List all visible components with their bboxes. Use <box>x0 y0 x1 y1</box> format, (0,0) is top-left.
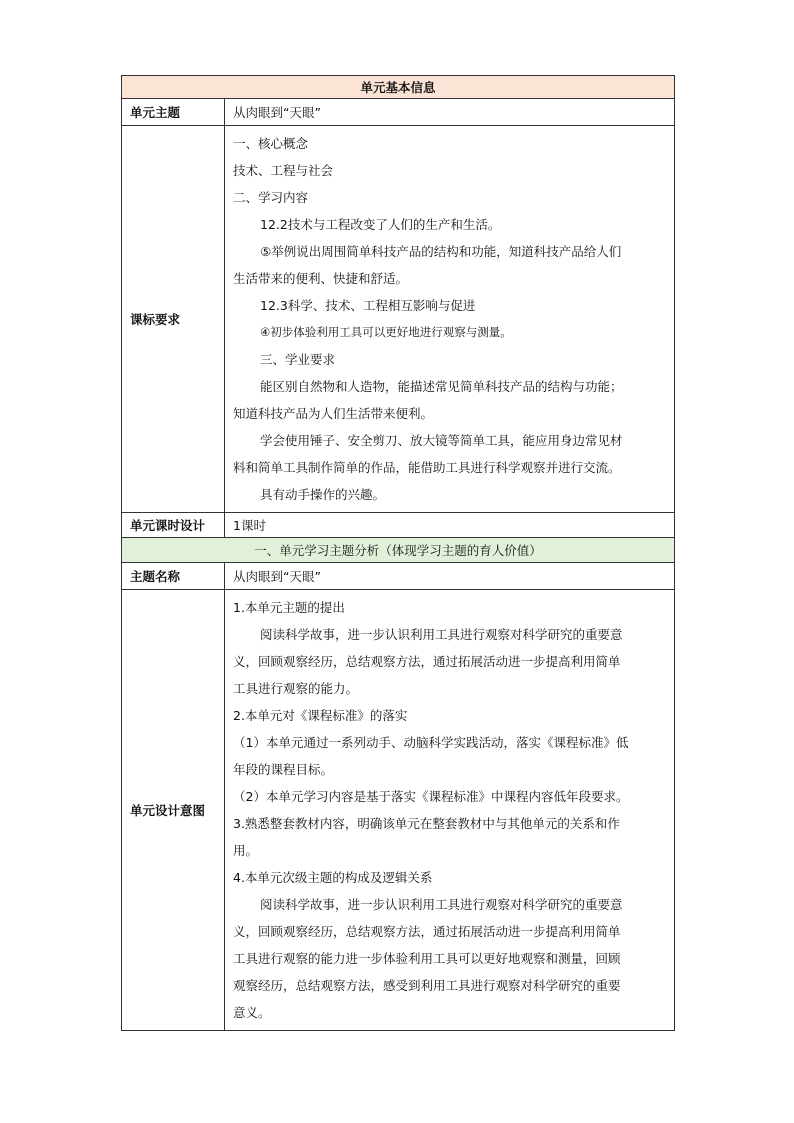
theme-analysis-header: 一、单元学习主题分析（体现学习主题的育人价值） <box>122 538 675 563</box>
intent-line: 观察经历，总结观察方法，感受到利用工具进行观察对科学研究的重要 <box>233 978 621 993</box>
hours-label: 单元课时设计 <box>122 513 225 538</box>
intent-line: 3.熟悉整套教材内容，明确该单元在整套教材中与其他单元的关系和作 <box>233 816 620 831</box>
standards-line: ⑤举例说出周围简单科技产品的结构和功能，知道科技产品给人们 <box>260 244 622 259</box>
theme-label: 单元主题 <box>122 99 225 126</box>
theme-value: 从肉眼到“天眼” <box>225 99 675 126</box>
standards-content <box>225 126 675 513</box>
unit-info-table <box>121 75 675 1031</box>
standards-line: 学会使用锤子、安全剪刀、放大镜等简单工具，能应用身边常见材 <box>260 433 623 448</box>
unit-info-document <box>121 75 674 1031</box>
basic-info-header: 单元基本信息 <box>122 76 675 99</box>
standards-line: 一、核心概念 <box>233 136 309 151</box>
standards-line: 12.3科学、技术、工程相互影响与促进 <box>260 298 476 313</box>
standards-line: 知道科技产品为人们生活带来便利。 <box>233 406 434 421</box>
standards-line: ④初步体验利用工具可以更好地进行观察与测量。 <box>260 325 512 339</box>
intent-line: 阅读科学故事，进一步认识利用工具进行观察对科学研究的重要意 <box>260 627 623 642</box>
standards-line: 三、学业要求 <box>260 352 336 367</box>
topic-value: 从肉眼到“天眼” <box>225 563 675 590</box>
intent-line: 义，回顾观察经历，总结观察方法，通过拓展活动进一步提高利用简单 <box>233 924 621 939</box>
intent-line: 用。 <box>233 843 259 858</box>
intent-line: 1.本单元主题的提出 <box>233 600 345 615</box>
standards-line: 能区别自然物和人造物，能描述常见简单科技产品的结构与功能； <box>260 379 623 394</box>
intent-line: 义，回顾观察经历，总结观察方法，通过拓展活动进一步提高利用简单 <box>233 654 621 669</box>
intent-line: （2）本单元学习内容是基于落实《课程标准》中课程内容低年段要求。 <box>233 789 629 804</box>
intent-line: 意义。 <box>233 1005 271 1020</box>
intent-line: 年段的课程目标。 <box>233 762 334 777</box>
standards-line: 二、学习内容 <box>233 190 309 205</box>
standards-line: 生活带来的便利、快捷和舒适。 <box>233 271 409 286</box>
standards-line: 12.2技术与工程改变了人们的生产和生活。 <box>260 217 501 232</box>
intent-line: 4.本单元次级主题的构成及逻辑关系 <box>233 870 433 885</box>
intent-line: 工具进行观察的能力。 <box>233 681 359 696</box>
standards-line: 料和简单工具制作简单的作品，能借助工具进行科学观察并进行交流。 <box>233 460 621 475</box>
standards-label: 课标要求 <box>122 126 225 513</box>
intent-content <box>225 590 675 1031</box>
standards-line: 具有动手操作的兴趣。 <box>260 487 386 502</box>
intent-line: 阅读科学故事，进一步认识利用工具进行观察对科学研究的重要意 <box>260 897 623 912</box>
intent-label: 单元设计意图 <box>122 590 225 1031</box>
topic-label: 主题名称 <box>122 563 225 590</box>
intent-line: 工具进行观察的能力进一步体验利用工具可以更好地观察和测量，回顾 <box>233 951 621 966</box>
intent-line: 2.本单元对《课程标准》的落实 <box>233 708 408 723</box>
standards-line: 技术、工程与社会 <box>233 163 334 178</box>
hours-value: 1课时 <box>225 513 675 538</box>
intent-line: （1）本单元通过一系列动手、动脑科学实践活动，落实《课程标准》低 <box>233 735 629 750</box>
